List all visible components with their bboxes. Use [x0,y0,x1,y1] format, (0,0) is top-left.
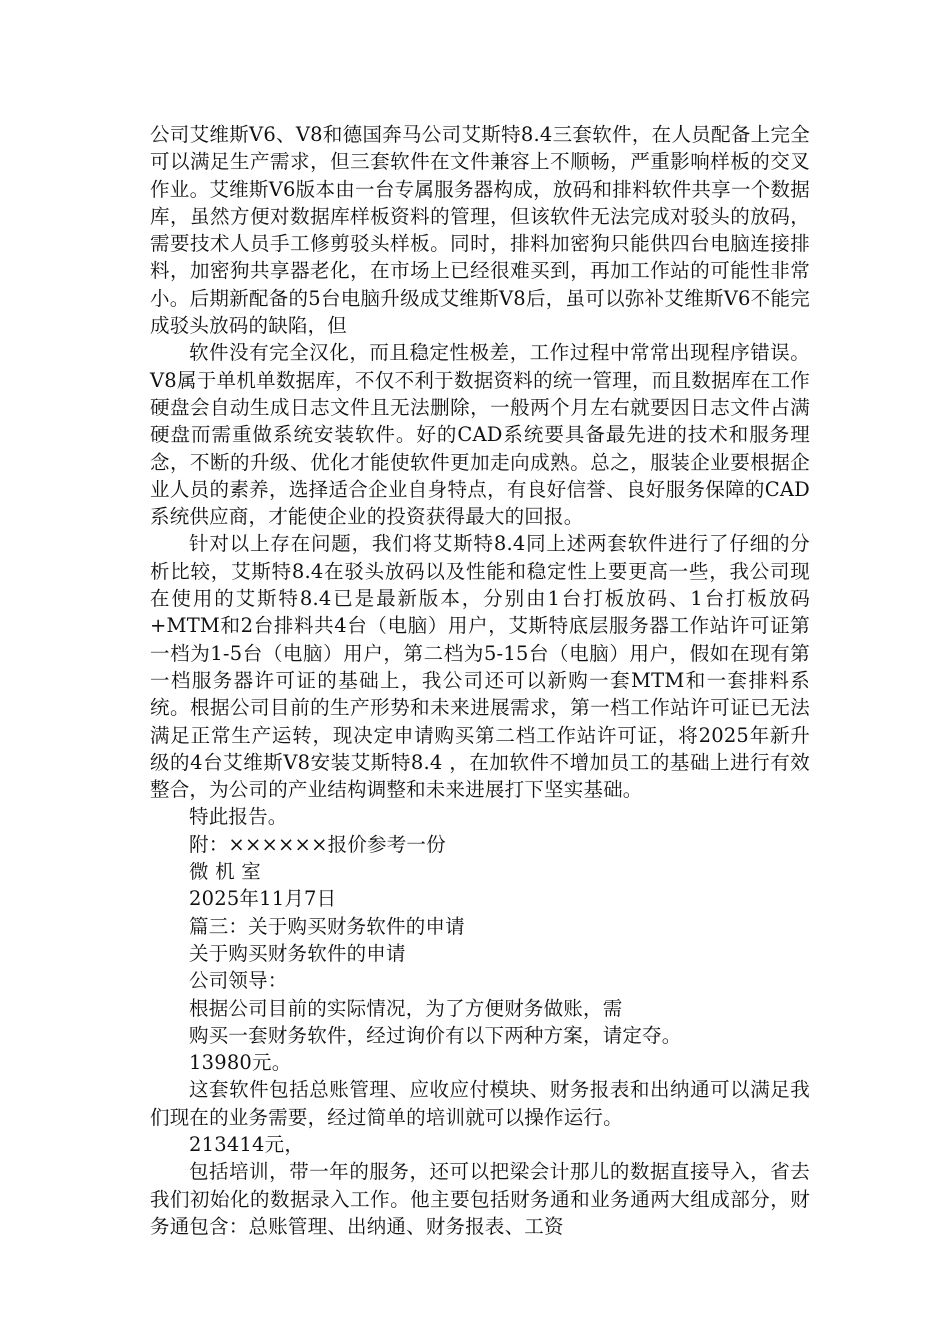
document-body [150,121,810,1240]
price-line: 13980元。 [189,1051,292,1075]
price-line: 213414元， [189,1132,305,1156]
text-line: 购买一套财务软件，经过询价有以下两种方案，请定夺。 [189,1023,682,1047]
paragraph: 软件没有完全汉化，而且稳定性极差，工作过程中常常出现程序错误。V8属于单机单数据库，不仅不利于数据资料的统一管理，而且数据库在工作硬盘会自动生成日志文件且无法删除，一般两个月左右就要因日志文件占满硬盘而需重做系统安装软件。好的CAD系统要具备最先进的技术和服务理念，不断的升级、优化才能使软件更加走向成熟。总之，服装企业要根据企业人员的素养，选择适合企业自身特点，有良好信誉、良好服务保障的CAD系统供应商，才能使企业的投资获得最大的回报。 [150,341,810,529]
salutation: 公司领导： [189,969,288,993]
paragraph: 公司艾维斯V6、V8和德国奔马公司艾斯特8.4三套软件，在人员配备上完全可以满足生产需求，但三套软件在文件兼容上不顺畅，严重影响样板的交叉作业。艾维斯V6版本由一台专属服务器构成，放码和排料软件共享一个数据库，虽然方便对数据库样板资料的管理，但该软件无法完成对驳头的放码，需要技术人员手工修剪驳头样板。同时，排料加密狗只能供四台电脑连接排料，加密狗共享器老化，在市场上已经很难买到，再加工作站的可能性非常小。后期新配备的5台电脑升级成艾维斯V8后，虽可以弥补艾维斯V6不能完成驳头放码的缺陷，但 [150,123,810,338]
document-title: 关于购买财务软件的申请 [189,941,406,965]
attachment-line: 附：××××××报价参考一份 [189,832,446,856]
signature-department: 微 机 室 [189,860,261,884]
signature-date: 2025年11月7日 [189,887,337,911]
paragraph: 这套软件包括总账管理、应收应付模块、财务报表和出纳通可以满足我们现在的业务需要，经过简单的培训就可以操作运行。 [150,1078,810,1129]
text-line: 根据公司目前的实际情况，为了方便财务做账，需 [189,996,623,1020]
paragraph: 针对以上存在问题，我们将艾斯特8.4同上述两套软件进行了仔细的分析比较，艾斯特8.4在驳头放码以及性能和稳定性上要更高一些，我公司现在使用的艾斯特8.4已是最新版本，分别由1台打板放码、1台打板放码+MTM和2台排料共4台（电脑）用户，艾斯特底层服务器工作站许可证第一档为1-5台（电脑）用户，第二档为5-15台（电脑）用户，假如在现有第一档服务器许可证的基础上，我公司还可以新购一套MTM和一套排料系统。根据公司目前的生产形势和未来进展需求，第一档工作站许可证已无法满足正常生产运转，现决定申请购买第二档工作站许可证，将2025年新升级的4台艾维斯V8安装艾斯特8.4 ，在加软件不增加员工的基础上进行有效整合，为公司的产业结构调整和未来进展打下坚实基础。 [150,532,810,802]
section-heading: 篇三：关于购买财务软件的申请 [189,914,465,938]
closing-line: 特此报告。 [189,805,288,829]
paragraph: 包括培训，带一年的服务，还可以把梁会计那儿的数据直接导入，省去我们初始化的数据录入工作。他主要包括财务通和业务通两大组成部分，财务通包含：总账管理、出纳通、财务报表、工资 [150,1160,810,1238]
